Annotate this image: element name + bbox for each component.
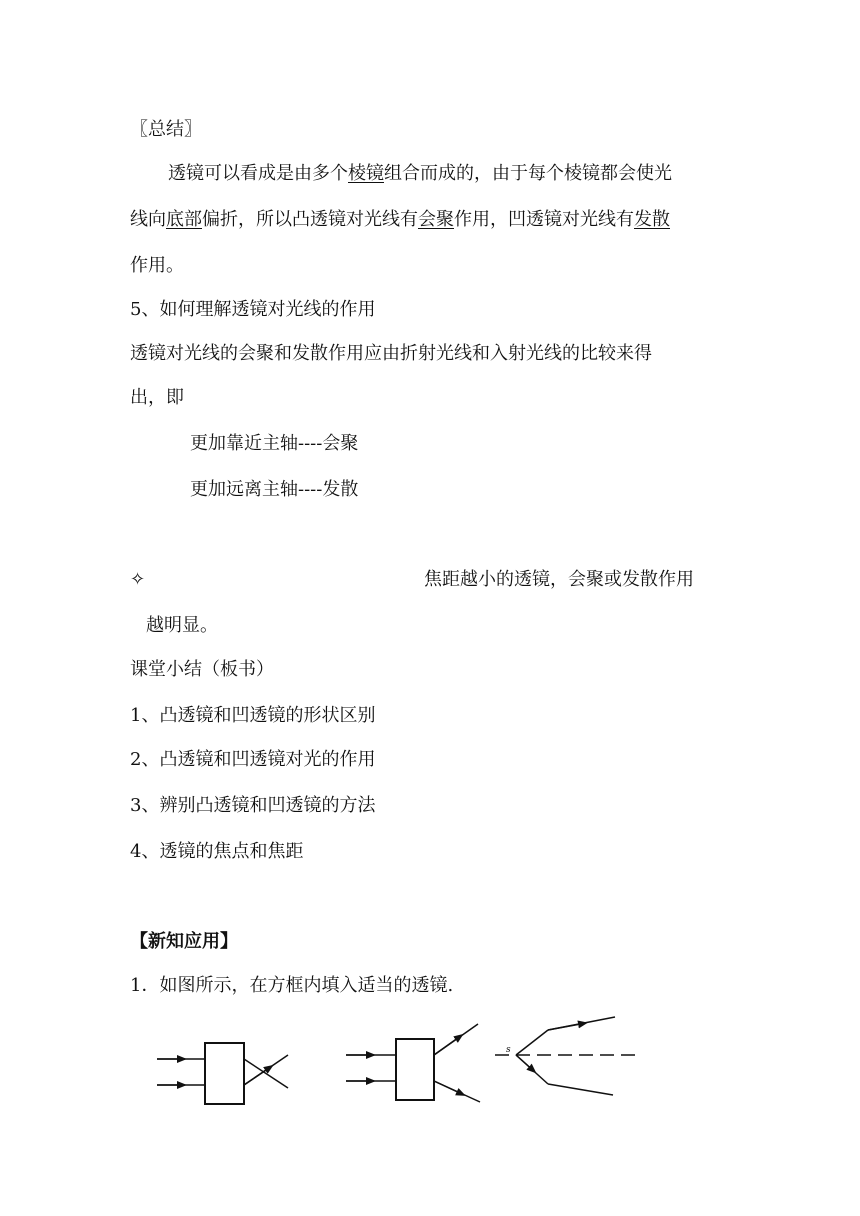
ray-up xyxy=(516,1030,548,1055)
ray-arrow xyxy=(434,1035,462,1055)
diagram-1 xyxy=(157,1043,288,1104)
ray-out xyxy=(434,1081,480,1102)
class-summary-item: 3、辨别凸透镜和凹透镜的方法 xyxy=(130,795,376,816)
ray-out xyxy=(244,1055,288,1085)
class-summary-title: 课堂小结（板书） xyxy=(130,659,274,680)
section5-rule2: 更加远离主轴----发散 xyxy=(190,479,359,500)
point-label-s: s xyxy=(506,1045,511,1055)
underlined-term: 棱镜 xyxy=(348,163,384,184)
ray-out xyxy=(434,1024,478,1055)
summary-paragraph-line3: 作用。 xyxy=(130,255,184,276)
summary-heading: 〖总结〗 xyxy=(130,119,202,140)
summary-text: 作用，凹透镜对光线有 xyxy=(454,209,634,230)
question-1: 1．如图所示，在方框内填入适当的透镜. xyxy=(130,975,454,996)
summary-text: 偏折，所以凸透镜对光线有 xyxy=(202,209,418,230)
section5-title: 5、如何理解透镜对光线的作用 xyxy=(130,299,376,320)
class-summary-item: 4、透镜的焦点和焦距 xyxy=(130,841,304,862)
summary-paragraph-line2 xyxy=(130,208,670,232)
ray-arrow xyxy=(548,1023,586,1030)
underlined-term: 会聚 xyxy=(418,209,454,230)
section5-body-line2: 出，即 xyxy=(130,387,184,408)
ray-arrow xyxy=(244,1066,272,1085)
summary-text: 透镜可以看成是由多个 xyxy=(168,163,348,184)
blank-box xyxy=(205,1043,244,1104)
summary-text: 组合而成的，由于每个棱镜都会使光 xyxy=(384,163,672,184)
section5-rule1: 更加靠近主轴----会聚 xyxy=(190,433,359,454)
diagram-2 xyxy=(346,1024,480,1102)
class-summary-item: 1、凸透镜和凹透镜的形状区别 xyxy=(130,705,376,726)
ray-out xyxy=(244,1059,288,1088)
class-summary-item: 2、凸透镜和凹透镜对光的作用 xyxy=(130,749,376,770)
diagram-3 xyxy=(495,1017,640,1095)
note-symbol: ✧ xyxy=(130,569,146,590)
ray-down xyxy=(516,1055,548,1084)
ray-arrow xyxy=(434,1081,464,1095)
ray-arrow xyxy=(516,1055,535,1072)
summary-paragraph-line1 xyxy=(168,162,672,186)
note-text-line1: 焦距越小的透镜，会聚或发散作用 xyxy=(424,569,694,590)
note-text-line2: 越明显。 xyxy=(146,615,218,636)
ray-up xyxy=(548,1017,615,1030)
underlined-term: 发散 xyxy=(634,209,670,230)
application-heading: 【新知应用】 xyxy=(130,931,238,952)
underlined-term: 底部 xyxy=(166,209,202,230)
summary-text: 线向 xyxy=(130,209,166,230)
ray-down xyxy=(548,1084,613,1095)
blank-box xyxy=(396,1039,434,1100)
section5-body-line1: 透镜对光线的会聚和发散作用应由折射光线和入射光线的比较来得 xyxy=(130,343,652,364)
